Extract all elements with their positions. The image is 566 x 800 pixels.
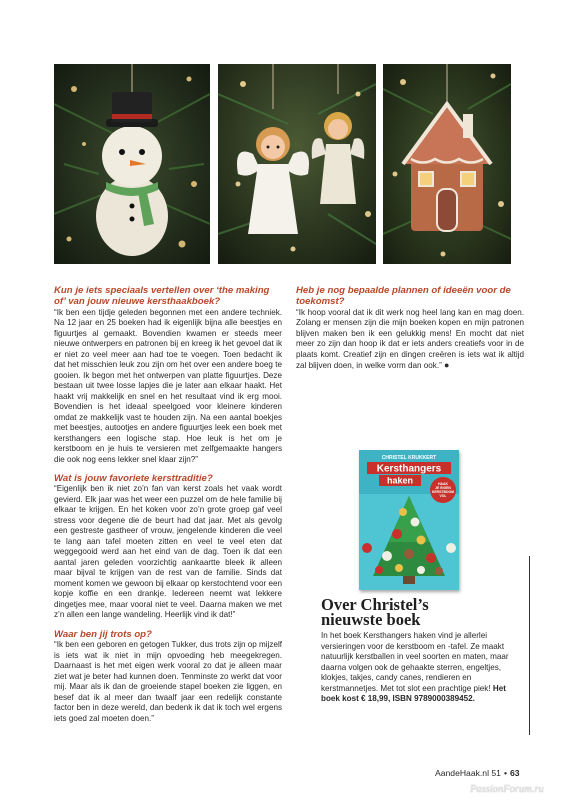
answer-proud: “Ik ben een geboren en getogen Tukker, dus trots zijn op mijzelf is iets wat ik niet in mijn opvoeding heb meegekregen. Daarnaast is het met eigen werk vooral zo dat je alleen maar ziet wat je beter had kunnen doen. Tenminste zo werkt dat voor mij. Maar als ik dan de groeiende stapel boeken zie liggen, en besef dat ik al meer dan twaalf jaar een redelijk constante factor ben in deze wereld, dan bedenk ik dat ik toch wel ergens iets goed zal moeten doen.” [54,640,282,723]
sidebar-box [321,557,527,705]
question-proud: Waar ben jij trots op? [54,628,152,640]
book-badge-1: HAAK [438,482,448,486]
sidebar-heading-line1: Over Christel’s [321,595,429,614]
book-badge-3: KERSTBOOM [431,490,455,494]
question-future: Heb je nog bepaalde plannen of ideeën voor de toekomst? [296,285,511,308]
footer-separator: • [503,768,507,778]
answer-future-text: “Ik hoop vooral dat ik dit werk nog heel lang kan en mag doen. Zolang er mensen zijn die mijn boeken kopen en mijn patronen blijven maken ben ik een gelukkig mens! En mocht dat niet meer zo zijn dan hoop ik dat er iets anders creatiefs voor in de plaats komt. Creatief zijn en dingen creëren is iets wat ik altijd zal blijven doen, in welke vorm dan ook.” [296,307,524,371]
book-author: CHRISTEL KRUKKERT [381,455,437,461]
question-making-of: Kun je iets speciaals vertellen over ‘the making of’ van jouw nieuwe kersthaakboek? [54,285,270,308]
gingerbread-house-ornament-icon [383,64,511,264]
watermark: PassionForum.ru [470,784,544,795]
photo-angel-ornaments [218,64,376,264]
snowman-ornament-icon [54,64,210,264]
book-badge-4: VOL [439,494,447,498]
sidebar-body-price: Het boek kost € 18,99, ISBN 9789000389452. [321,683,506,703]
article-left-column [54,285,282,724]
page-footer [435,768,525,778]
book-title-line2: haken [386,475,414,486]
sidebar-heading [321,597,527,627]
answer-tradition: “Eigenlijk ben ik niet zo’n fan van kerst zoals het vaak wordt gevierd. Elk jaar was het weer een puzzel om de hele familie bij elkaar te krijgen. En het koken voor zo’n grote groep gaf veel stress voor degene die de beurt had dat jaar. Met als gevolg een gestreste gastheer of vrouw, jengelende kinderen die veel te lang aan tafel moeten zitten en veel te veel eten dat weggegooid werd aan het eind van de dag. Toen ik dat een aantal jaren geleden voorzichtig aankaartte bleek ik alleen maar bijval te krijgen van de rest van de familie. Sinds dat moment komen we gewoon bij elkaar op kerstochtend voor een kopje koffie en een drankje. Iedereen neemt wat lekkere dingetjes mee, maar vooral niet te veel. Daarna maken we met z’n allen een lange wandeling. Heerlijk vind ik dat!” [54,484,282,620]
question-tradition: Wat is jouw favoriete kersttraditie? [54,473,213,485]
answer-future [296,308,524,372]
photo-snowman-ornament [54,64,210,264]
answer-making-of: “Ik ben een tijdje geleden begonnen met een andere techniek. Na 12 jaar en 25 boeken had ik eigenlijk bijna alle beestjes en figuurtjes al gemaakt. Bovendien kwamen er steeds meer nieuwe ontwerpers en patronen bij en kreeg ik het gevoel dat ik er niet zo veel meer aan had toe te voegen. Toen bedacht ik dat het misschien leuk zou zijn om het over een andere boeg te gooien. Ik begon met het ontwerpen van platte figuurtjes. Deze bestaan uit twee losse lapjes die je later aan elkaar haakt. Het haakt vrij makkelijk en snel en het resultaat vind ik erg mooi. Bovendien is het ideaal speelgoed voor kleinere kinderen omdat ze makkelijk vast te houden zijn. Na een aantal boekjes met beestjes, autootjes en andere figuurtjes leek een boek met kersthangers een logische stap. Hoe leuk is het om je kerstboom en je huis te versieren met zelfgemaakte hangers die ook nog eens lekker snel klaar zijn?” [54,307,282,464]
sidebar-body [321,631,527,705]
photo-gingerbread-house-ornament [383,64,511,264]
sidebar-divider [529,556,530,735]
angel-ornaments-icon [218,64,376,264]
sidebar-body-text: In het boek Kersthangers haken vind je allerlei versieringen voor de kerstboom en -tafel. Ze maakt natuurlijk kerstballen in veel soorten en maten, maar daarna volgen ook de gehaakte sterren, engeltjes, klokjes, takjes, candy canes, rendieren en kerstmannetjes. Met tot slot een prachtige piek! [321,631,509,693]
book-badge-2: JE EIGEN [435,486,451,490]
footer-site: AandeHaak.nl 51 [435,768,501,778]
page-number: 63 [509,768,520,778]
sidebar-heading-line2: nieuwste boek [321,610,421,629]
book-title-line1: Kersthangers [376,463,442,475]
end-mark: ● [444,360,450,371]
article-right-column [296,285,524,380]
